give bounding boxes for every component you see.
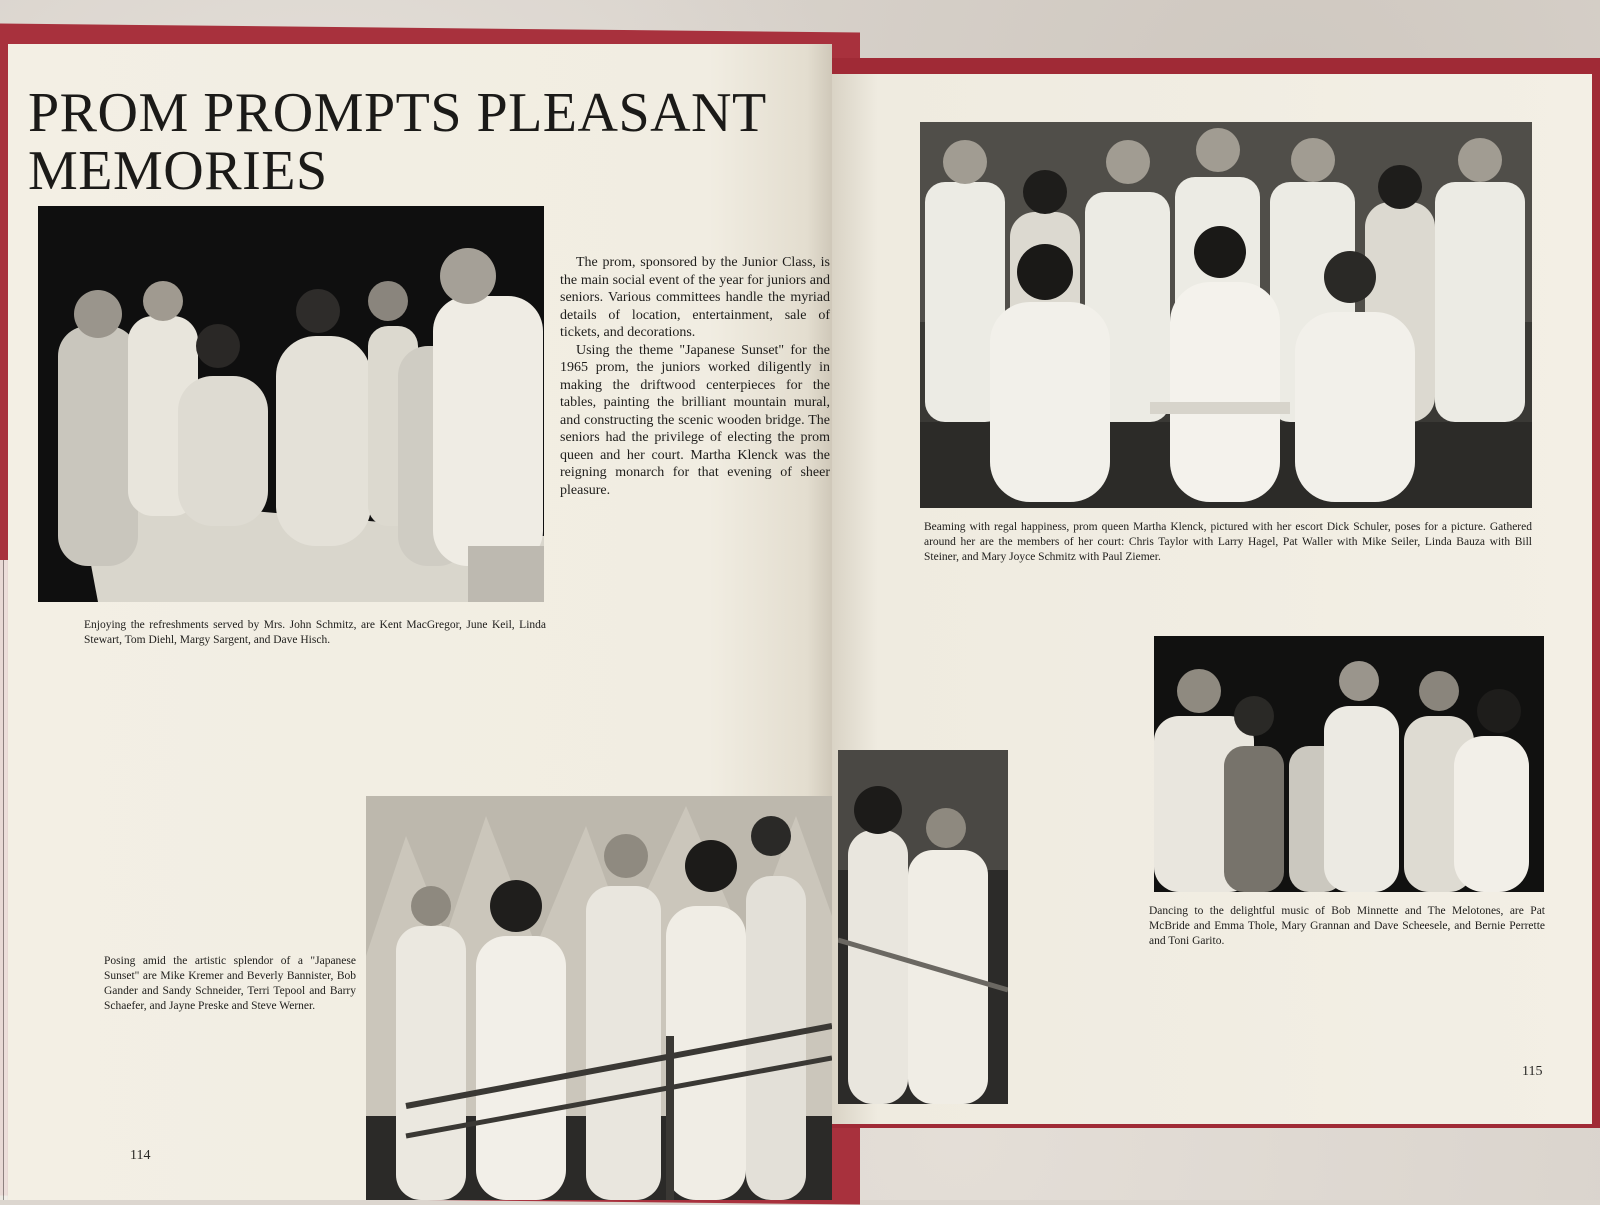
japanese-sunset-photo-right-part [838,750,1008,1104]
article-body [560,254,830,499]
dancing-caption: Dancing to the delightful music of Bob Minnette and The Melotones, are Pat McBride and Emma Thole, Mary Grannan and Dave Scheesele, and Bernie Perrette and Toni Garito. [1149,905,1545,947]
refreshments-caption: Enjoying the refreshments served by Mrs. John Schmitz, are Kent MacGregor, June Keil, Linda Stewart, Tom Diehl, Margy Sargent, and Dave Hisch. [84,619,546,646]
left-page [8,44,832,1200]
article-paragraph-1: The prom, sponsored by the Junior Class, is the main social event of the year for juniors and seniors. Various committees handle the myriad details of location, entertainment, sale of tickets, and decorations. [560,255,830,340]
prom-queen-photo [920,122,1532,508]
refreshments-photo [38,206,544,602]
right-page [832,74,1592,1124]
page-headline: PROM PROMPTS PLEASANT MEMORIES [28,82,766,202]
page-number-left: 114 [130,1148,151,1163]
page-number-right: 115 [1522,1064,1543,1079]
dancing-photo [1154,636,1544,892]
japanese-sunset-caption: Posing amid the artistic splendor of a "Japanese Sunset" are Mike Kremer and Beverly Bannister, Bob Gander and Sandy Schneider, Terri Tepool and Barry Schaefer, and Jayne Preske and Steve Werner. [104,955,356,1012]
prom-queen-caption: Beaming with regal happiness, prom queen Martha Klenck, pictured with her escort Dick Schuler, poses for a picture. Gathered around her are the members of her court: Chris Taylor with Larry Hagel, Pat Waller with Mike Seiler, Linda Bauza with Bill Steiner, and Mary Joyce Schmitz with Paul Ziemer. [924,521,1532,563]
japanese-sunset-photo [366,796,832,1200]
article-paragraph-2: Using the theme "Japanese Sunset" for the 1965 prom, the juniors worked diligently in making the driftwood centerpieces for the tables, painting the brilliant mountain mural, and constructing the scenic wooden bridge. The seniors had the privilege of electing the prom queen and her court. Martha Klenck was the reigning monarch for that evening of sheer pleasure. [560,342,830,498]
